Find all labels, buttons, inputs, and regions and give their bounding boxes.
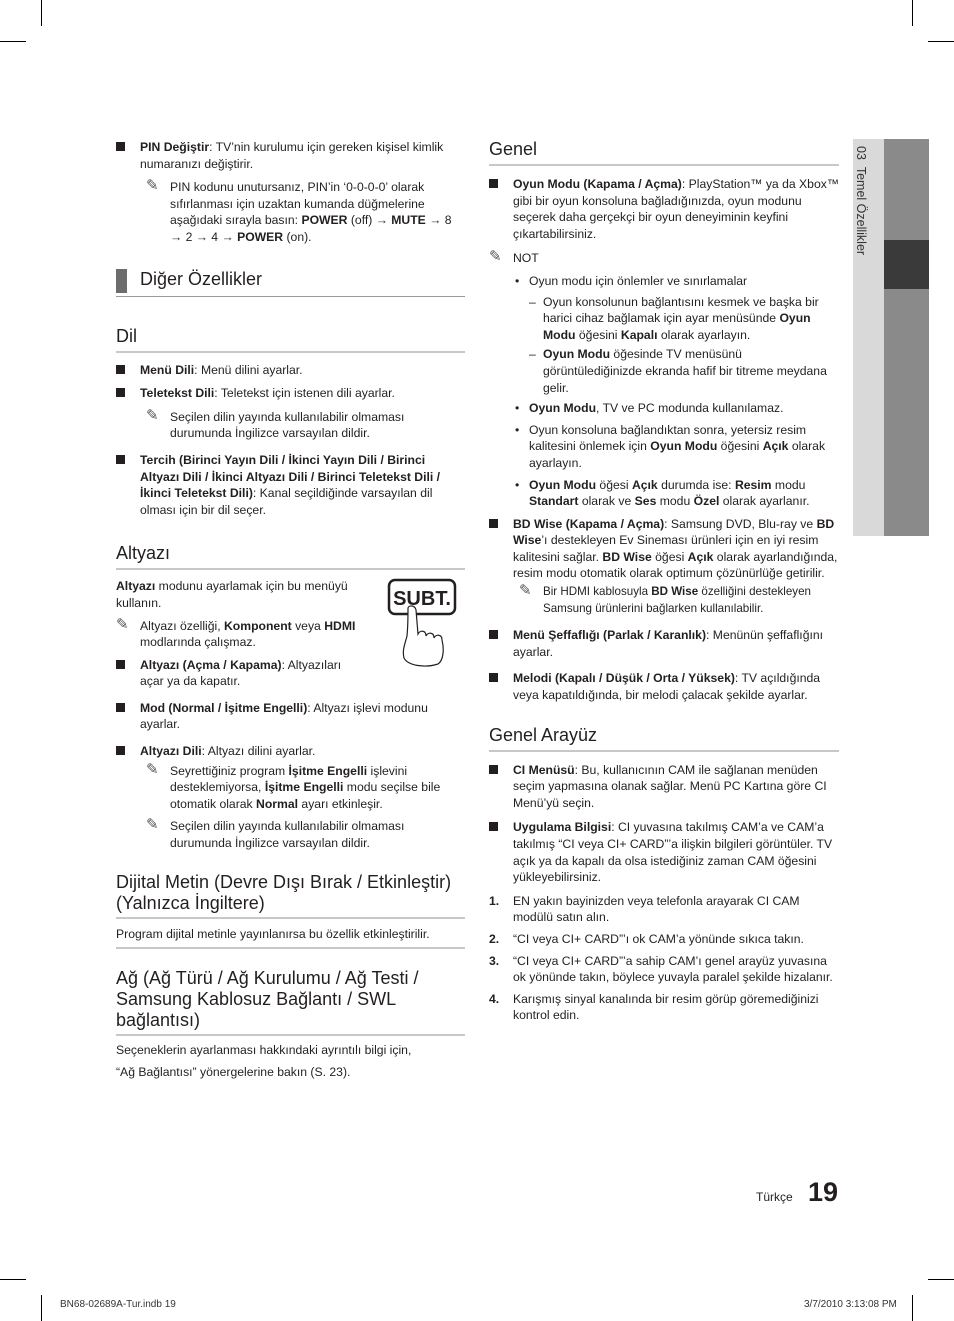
subtitle-onoff-item bbox=[116, 657, 355, 690]
page-number: 19 bbox=[807, 1177, 838, 1207]
preference-label: Tercih (Birinci Yayın Dili / İkinci Yayın Dili / Birinci Altyazı Dili / İkinci Altyazı Dili / Birinci Teletekst Dili / İkinci Teletekst Dili) bbox=[140, 452, 441, 501]
subtitle-mode-item bbox=[116, 700, 465, 733]
ci-menu-item bbox=[489, 762, 839, 812]
menu-transparency-item bbox=[489, 627, 839, 660]
note-point-text: modu bbox=[656, 494, 694, 509]
note-sub-bold: Oyun Modu bbox=[543, 347, 611, 362]
subtitle-mode-label: Mod (Normal / İşitme Engelli) bbox=[140, 700, 308, 715]
note-point-bold: Oyun Modu bbox=[650, 439, 718, 454]
note-point-text: Oyun konsoluna bağlandıktan sonra, yetersiz resim kalitesini önlemek için bbox=[529, 422, 807, 454]
dot-bullet: • bbox=[515, 401, 520, 416]
application-info-label: Uygulama Bilgisi bbox=[513, 820, 612, 835]
footer-file: BN68-02689A-Tur.indb 19 bbox=[60, 1299, 176, 1310]
crop-mark bbox=[928, 1279, 954, 1280]
dot-bullet: • bbox=[515, 477, 520, 492]
note-point-bold: Ses bbox=[634, 494, 657, 509]
chapter-tab-marker bbox=[884, 240, 929, 289]
note-point-bold: Özel bbox=[693, 494, 720, 509]
note-point-bold: Standart bbox=[529, 494, 579, 509]
teletext-language-text: : Teletekst için istenen dili ayarlar. bbox=[214, 386, 395, 401]
step-item bbox=[489, 931, 839, 948]
bullet-square bbox=[116, 660, 125, 669]
note-sub-text: öğesini bbox=[575, 327, 621, 342]
note-point-text: olarak ve bbox=[578, 494, 635, 509]
step-item bbox=[489, 991, 839, 1024]
subt-button-label: SUBT. bbox=[393, 588, 451, 611]
note-sub-point bbox=[529, 294, 839, 344]
page-language: Türkçe bbox=[756, 1190, 793, 1204]
step-text: “CI veya CI+ CARD”’ı ok CAM’a yönünde sıkıca takın. bbox=[513, 931, 804, 946]
bd-wise-bold: BD Wise bbox=[513, 516, 835, 548]
heading-bar bbox=[116, 269, 127, 293]
note-point-bold: Açık bbox=[631, 477, 658, 492]
bd-wise-item bbox=[489, 516, 839, 582]
altyazi-note-text: Altyazı özelliği, bbox=[140, 618, 224, 633]
chapter-tab-band bbox=[884, 139, 929, 536]
bullet-square bbox=[489, 822, 498, 831]
chapter-title: Temel Özellikler bbox=[854, 166, 868, 256]
application-info-text: : CI yuvasına takılmış CAM’a ve CAM’a takılmış “CI veya CI+ CARD”’a ilişkin bilgileri görüntüler. TV açık ya da kapalı da olsa istediğiniz zaman CAM öğesini yükleyebilirsiniz. bbox=[513, 820, 833, 885]
note-pencil-icon: ✎ bbox=[146, 760, 159, 778]
menu-language-item bbox=[116, 362, 465, 379]
note-pencil-icon: ✎ bbox=[489, 248, 502, 266]
subtitle-language-text: : Altyazı dilini ayarlar. bbox=[201, 744, 316, 759]
pin-note bbox=[146, 179, 465, 245]
pin-item bbox=[116, 139, 465, 172]
dijital-metin-text: Program dijital metinle yayınlanırsa bu özellik etkinleştirilir. bbox=[116, 926, 430, 941]
crop-mark bbox=[41, 0, 42, 26]
step-item bbox=[489, 953, 839, 986]
bullet-square bbox=[489, 179, 498, 188]
note-sub-bold: Oyun Modu bbox=[543, 311, 811, 342]
genel-heading: Genel bbox=[489, 139, 839, 166]
step-number: 1. bbox=[489, 893, 500, 908]
altyazi-intro bbox=[116, 578, 366, 611]
application-info-item bbox=[489, 819, 839, 885]
crop-mark bbox=[41, 1295, 42, 1321]
bd-wise-note-text: özelliğini destekleyen Samsung ürünlerini bağlarken kullanılabilir. bbox=[543, 585, 811, 615]
crop-mark bbox=[912, 1295, 913, 1321]
bd-wise-bold: BD Wise bbox=[602, 549, 652, 564]
note-point-bold: Resim bbox=[734, 477, 772, 492]
subtitle-note-2 bbox=[146, 760, 465, 813]
note-point-text: öğesini bbox=[717, 439, 763, 454]
melody-label: Melodi (Kapalı / Düşük / Orta / Yüksek) bbox=[513, 671, 735, 686]
key-power: POWER bbox=[301, 213, 348, 228]
key-power: POWER bbox=[237, 229, 284, 244]
crop-mark bbox=[928, 41, 954, 42]
chapter-label bbox=[854, 146, 868, 255]
note-pencil-icon: ✎ bbox=[146, 816, 159, 834]
game-mode-label: Oyun Modu (Kapama / Açma) bbox=[513, 177, 682, 191]
note-point-text: olarak ayarlanır. bbox=[719, 494, 810, 509]
bd-wise-label: BD Wise (Kapama / Açma) bbox=[513, 516, 665, 531]
melody-item bbox=[489, 670, 839, 703]
bd-wise-text: öğesi bbox=[651, 549, 688, 564]
other-features-title: Diğer Özellikler bbox=[140, 268, 263, 289]
menu-language-text: : Menü dilini ayarlar. bbox=[194, 362, 303, 377]
altyazi-note-text: veya bbox=[291, 618, 325, 633]
hand-remote-icon bbox=[386, 578, 462, 670]
bullet-square bbox=[489, 630, 498, 639]
note-point-bold: Oyun Modu bbox=[529, 477, 597, 492]
altyazi-heading: Altyazı bbox=[116, 543, 465, 570]
dil-heading: Dil bbox=[116, 326, 465, 353]
network-text-2: “Ağ Bağlantısı” yönergelerine bakın (S. 23). bbox=[116, 1064, 351, 1079]
subtitle-note-text: işlevini desteklemiyorsa, bbox=[170, 763, 408, 795]
key-mute: MUTE bbox=[391, 213, 426, 228]
ci-menu-text: : Bu, kullanıcının CAM ile sağlanan menüden seçim yapmasına olanak sağlar. Menü PC Kartına göre CI Menü’yü seçin. bbox=[513, 762, 827, 810]
crop-mark bbox=[912, 0, 913, 26]
altyazi-intro-bold: Altyazı bbox=[116, 579, 156, 594]
dijital-metin-heading: Dijital Metin (Devre Dışı Bırak / Etkinleştir) (Yalnızca İngiltere) bbox=[116, 872, 465, 919]
teletext-language-label: Teletekst Dili bbox=[140, 386, 215, 401]
bd-wise-text: olarak ayarlandığında, resim modu otomatik olarak optimum çözünürlüğe getirilir. bbox=[513, 549, 838, 581]
right-column bbox=[489, 139, 839, 1029]
bullet-square bbox=[116, 365, 125, 374]
pin-label: PIN Değiştir bbox=[140, 140, 210, 154]
altyazi-note-bold: HDMI bbox=[324, 618, 356, 633]
not-heading bbox=[489, 250, 839, 267]
subtitle-note-bold: İşitme Engelli bbox=[288, 763, 368, 778]
bd-wise-text: ’ı destekleyen Ev Sineması ürünleri için en iyi resim kalitesini sağlar. bbox=[513, 533, 819, 564]
pin-text: : TV’nin kurulumu için gereken kişisel kimlik numaranızı değiştirir. bbox=[140, 140, 444, 171]
step-number: 2. bbox=[489, 931, 500, 946]
other-features-heading bbox=[116, 268, 465, 297]
pin-note-text: → 8 → 2 → 4 → bbox=[170, 213, 452, 244]
altyazi-note-1 bbox=[116, 615, 364, 651]
dot-bullet: • bbox=[515, 273, 520, 288]
dash-bullet: – bbox=[529, 294, 536, 309]
bd-wise-note-bold: BD Wise bbox=[651, 585, 699, 599]
chapter-number: 03 bbox=[854, 146, 868, 160]
ci-menu-label: CI Menüsü bbox=[513, 762, 575, 777]
pin-note-text: PIN kodunu unutursanız, PIN’in ‘0-0-0-0’ olarak sıfırlanması için uzaktan kumanda düğmelerine aşağıdaki sırayla basın: bbox=[170, 180, 425, 228]
bullet-square bbox=[116, 703, 125, 712]
bullet-square bbox=[489, 519, 498, 528]
bullet-square bbox=[116, 388, 125, 397]
subtitle-note-text: Seyrettiğiniz program bbox=[170, 763, 289, 778]
note-point-bold: Oyun Modu bbox=[529, 401, 597, 416]
bd-wise-note bbox=[519, 584, 839, 617]
note-pencil-icon: ✎ bbox=[519, 582, 532, 600]
pin-note-text: (on). bbox=[283, 229, 312, 244]
altyazi-intro-text: modunu ayarlamak için bu menüyü kullanın. bbox=[116, 579, 348, 610]
bullet-square bbox=[116, 142, 125, 151]
note-point-bold: Açık bbox=[762, 439, 789, 454]
subtitle-onoff-label: Altyazı (Açma / Kapama) bbox=[140, 657, 282, 672]
note-sub-text: Oyun konsolunun bağlantısını kesmek ve başka bir harici cihaz bağlamak için ayar menüsünde bbox=[543, 294, 819, 326]
common-interface-heading: Genel Arayüz bbox=[489, 725, 839, 752]
footer-date: 3/7/2010 3:13:08 PM bbox=[804, 1299, 897, 1310]
subtitle-note-text: modu seçilse bile otomatik olarak bbox=[170, 780, 441, 811]
bullet-square bbox=[489, 673, 498, 682]
network-text-1: Seçeneklerin ayarlanması hakkındaki ayrıntılı bilgi için, bbox=[116, 1043, 412, 1058]
step-text: “CI veya CI+ CARD”’a sahip CAM’ı genel arayüz yuvasına ok yönünde takın, böylece yuvayla paralel şekilde hizalanır. bbox=[513, 953, 833, 985]
melody-text: : TV açıldığında veya kapatıldığında, bir melodi çalacak şekilde ayarlar. bbox=[513, 671, 821, 703]
subtitle-onoff-text: : Altyazıları açar ya da kapatır. bbox=[140, 657, 342, 689]
subtitle-note-bold: İşitme Engelli bbox=[264, 780, 344, 795]
menu-transparency-text: : Menünün şeffaflığını ayarlar. bbox=[513, 628, 824, 659]
bullet-square bbox=[116, 455, 125, 464]
altyazi-note-text: modlarında çalışmaz. bbox=[140, 635, 256, 650]
preference-text: : Kanal seçildiğinde varsayılan dil olması için bir dil seçer. bbox=[140, 486, 433, 517]
subtitle-mode-text: : Altyazı işlevi modunu ayarlar. bbox=[140, 700, 428, 732]
teletext-note-text: Seçilen dilin yayında kullanılabilir olmaması durumunda İngilizce varsayılan dildir. bbox=[170, 409, 405, 441]
bullet-square bbox=[489, 765, 498, 774]
subtitle-language-item bbox=[116, 743, 465, 760]
note-point bbox=[515, 273, 839, 290]
teletext-note bbox=[146, 406, 465, 442]
note-point-text: olarak ayarlayın. bbox=[529, 439, 826, 470]
teletext-language-item bbox=[116, 385, 465, 402]
note-point-text: modu bbox=[771, 477, 806, 492]
note-sub-text: olarak ayarlayın. bbox=[657, 327, 751, 342]
menu-transparency-label: Menü Şeffaflığı (Parlak / Karanlık) bbox=[513, 628, 707, 643]
dash-bullet: – bbox=[529, 347, 536, 362]
dot-bullet: • bbox=[515, 422, 520, 437]
bd-wise-note-text: Bir HDMI kablosuyla bbox=[543, 585, 652, 599]
subtitle-note-bold: Normal bbox=[256, 796, 299, 811]
step-number: 4. bbox=[489, 991, 500, 1006]
bd-wise-text: : Samsung DVD, Blu-ray ve bbox=[664, 516, 817, 531]
note-point bbox=[515, 400, 839, 417]
pin-note-text: (off) → bbox=[347, 213, 392, 228]
note-point-text: , TV ve PC modunda kullanılamaz. bbox=[596, 401, 784, 416]
menu-language-label: Menü Dili bbox=[140, 362, 195, 377]
note-pencil-icon: ✎ bbox=[146, 177, 159, 195]
divider bbox=[116, 947, 465, 949]
network-heading: Ağ (Ağ Türü / Ağ Kurulumu / Ağ Testi / Samsung Kablosuz Bağlantı / SWL bağlantısı) bbox=[116, 968, 465, 1036]
left-column bbox=[116, 139, 465, 1080]
crop-mark bbox=[0, 41, 26, 42]
game-mode-item bbox=[489, 176, 839, 242]
remote-subt-illustration bbox=[386, 578, 462, 670]
step-item bbox=[489, 893, 839, 926]
note-pencil-icon: ✎ bbox=[146, 406, 159, 424]
note-sub-bold: Kapalı bbox=[620, 327, 658, 342]
note-point-text: Oyun modu için önlemler ve sınırlamalar bbox=[529, 273, 748, 288]
step-number: 3. bbox=[489, 953, 500, 968]
altyazi-note-bold: Komponent bbox=[224, 618, 292, 633]
step-text: Karışmış sinyal kanalında bir resim görüp göremediğinizi kontrol edin. bbox=[513, 991, 819, 1023]
note-pencil-icon: ✎ bbox=[116, 615, 129, 633]
note-sub-point bbox=[529, 346, 839, 396]
not-label: NOT bbox=[513, 251, 539, 266]
subtitle-note-text: ayarı etkinleşir. bbox=[298, 796, 383, 811]
preference-item bbox=[116, 452, 465, 518]
note-point-text: öğesi bbox=[596, 477, 632, 492]
game-mode-text: : PlayStation™ ya da Xbox™ gibi bir oyun konsoluna bağladığınızda, oyun modunu seçerek daha gerçekçi bir oyun deneyiminin keyfini çıkartabilirsiniz. bbox=[513, 177, 840, 241]
subtitle-language-label: Altyazı Dili bbox=[140, 744, 202, 759]
subtitle-note-text: Seçilen dilin yayında kullanılabilir olmaması durumunda İngilizce varsayılan dildir. bbox=[170, 819, 405, 851]
note-point bbox=[515, 422, 839, 472]
bd-wise-bold: Açık bbox=[687, 549, 714, 564]
bullet-square bbox=[116, 746, 125, 755]
crop-mark bbox=[0, 1279, 26, 1280]
step-text: EN yakın bayinizden veya telefonla arayarak CI CAM modülü satın alın. bbox=[513, 893, 800, 925]
note-sub-text: öğesinde TV menüsünü görüntülediğinizde ekranda hafif bir titreme meydana gelir. bbox=[543, 347, 827, 395]
note-point bbox=[515, 477, 839, 510]
subtitle-note-3 bbox=[146, 818, 465, 851]
note-point-text: durumda ise: bbox=[657, 477, 735, 492]
